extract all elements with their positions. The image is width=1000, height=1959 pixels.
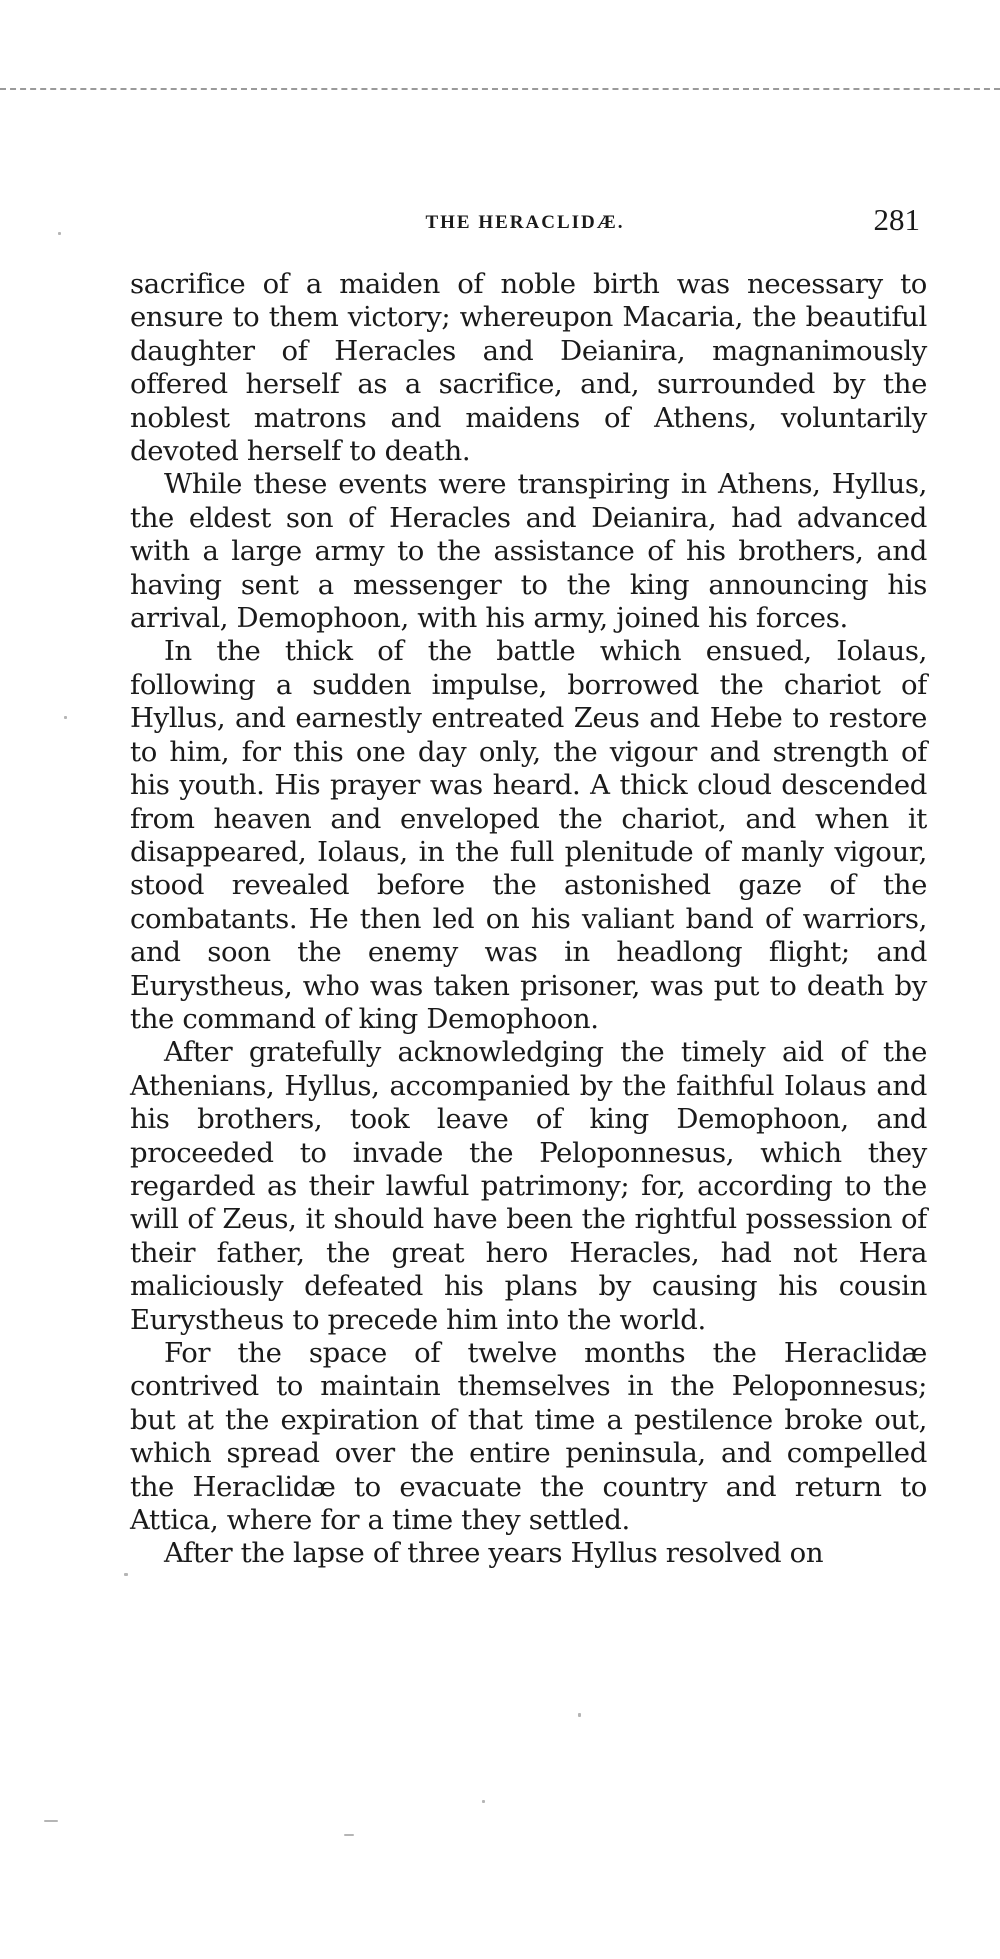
page-header [130,196,920,246]
scan-speck [482,1800,485,1803]
paragraph-6: After the lapse of three years Hyllus resolved on [164,1537,824,1570]
scan-speck [44,1820,58,1822]
scan-speck [578,1713,581,1717]
paragraph-3: In the thick of the battle which ensued, Iolaus, following a sudden impulse, borrowed the chariot of Hyllus, and earnestly entreated Zeus and Hebe to restore to him, for this one day only, the vigour and strength of his youth. His prayer was heard. A thick cloud descended from heaven and enveloped the chariot, and when it disappeared, Iolaus, in the full plenitude of manly vigour, stood revealed before the astonished gaze of the combatants. He then led on his valiant band of warriors, and soon the enemy was in headlong flight; and Eurystheus, who was taken prisoner, was put to death by the command of king Demophoon. [130,635,927,1035]
top-scan-rule [0,88,1000,90]
paragraph-4: After gratefully acknowledging the timely aid of the Athenians, Hyllus, accompanied by the faithful Iolaus and his brothers, took leave of king Demophoon, and proceeded to invade the Peloponnesus, which they regarded as their lawful patrimony; for, according to the will of Zeus, it should have been the rightful possession of their father, the great hero Heracles, had not Hera maliciously defeated his plans by causing his cousin Eurystheus to precede him into the world. [130,1036,927,1336]
paragraph-5: For the space of twelve months the Heraclidæ contrived to maintain themselves in the Peloponnesus; but at the expiration of that time a pestilence broke out, which spread over the entire peninsula, and compelled the Heraclidæ to evacuate the country and return to Attica, where for a time they settled. [130,1337,927,1537]
paragraph-2: While these events were transpiring in Athens, Hyllus, the eldest son of Heracles and Deianira, had advanced with a large army to the assistance of his brothers, and having sent a messenger to the king announcing his arrival, Demophoon, with his army, joined his forces. [130,468,927,635]
scan-speck [124,1573,128,1576]
running-title: THE HERACLIDÆ. [425,212,625,233]
scan-speck [58,232,61,235]
paragraph-1: sacrifice of a maiden of noble birth was necessary to ensure to them victory; whereupon Macaria, the beautiful daughter of Heracles and Deianira, magnanimously offered herself as a sacrifice, and, surrounded by the noblest matrons and maidens of Athens, voluntarily devoted herself to death. [130,268,927,468]
page-number: 281 [873,202,920,237]
scan-speck [344,1834,354,1836]
scan-speck [64,716,67,719]
body-text [130,268,927,1571]
